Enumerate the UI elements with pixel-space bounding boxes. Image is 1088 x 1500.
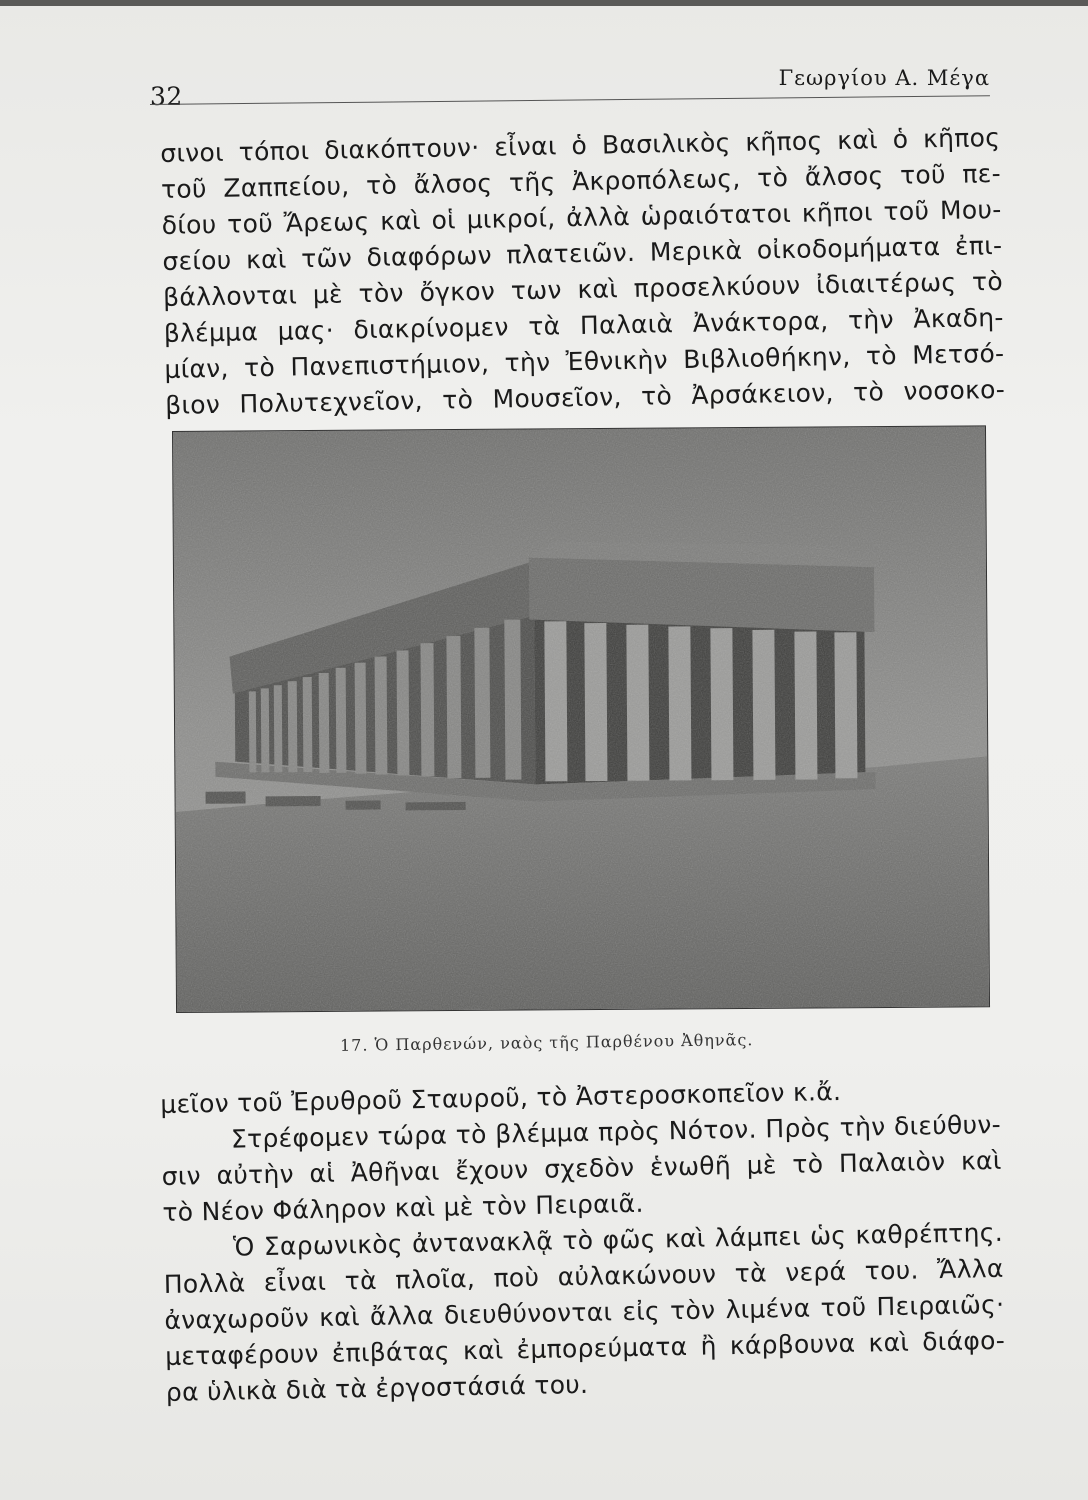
page-header — [150, 64, 990, 111]
text-line: Ὁ Σαρωνικὸς ἀντανακλᾷ τὸ φῶς καὶ λάμπει ὡς καθρέπτης. — [232, 1217, 1004, 1262]
text-line: σείου καὶ τῶν διαφόρων πλατειῶν. Μερικὰ οἰκοδομήματα ἐπι- — [162, 230, 1003, 276]
parthenon-photograph — [173, 426, 989, 1012]
text-line: Στρέφομεν τώρα τὸ βλέμμα πρὸς Νότον. Πρὸς τὴν διεύθυν- — [230, 1109, 1002, 1154]
text-line: μίαν, τὸ Πανεπιστήμιον, τὴν Ἐθνικὴν Βιβλιοθήκην, τὸ Μετσό- — [164, 338, 1005, 384]
scan-edge — [0, 0, 1088, 6]
text-line: δίου τοῦ Ἄρεως καὶ οἱ μικροί, ἀλλὰ ὡραιότατοι κῆποι τοῦ Μου- — [161, 194, 1002, 240]
header-rule — [150, 95, 990, 105]
text-line: βάλλονται μὲ τὸν ὄγκον των καὶ προσελκύουν ἰδιαιτέρως τὸ — [162, 266, 1004, 312]
text-line: Πολλὰ εἶναι τὰ πλοῖα, ποὺ αὐλακώνουν τὰ νερά του. Ἄλλα — [163, 1253, 1004, 1299]
text-line: ἀναχωροῦν καὶ ἄλλα διευθύνονται εἰς τὸν λιμένα τοῦ Πειραιῶς· — [164, 1289, 1005, 1335]
text-line: μεῖον τοῦ Ἐρυθροῦ Σταυροῦ, τὸ Ἀστεροσκοπεῖον κ.ἄ. — [160, 1076, 842, 1119]
text-line: μεταφέρουν ἐπιβάτας καὶ ἐμπορεύματα ἢ κάρβουνα καὶ διάφο- — [164, 1325, 1006, 1371]
paragraph-bottom — [160, 1071, 1006, 1411]
text-line: τὸ Νέον Φάληρον καὶ μὲ τὸν Πειραιᾶ. — [162, 1188, 644, 1227]
paragraph-top — [160, 120, 1005, 424]
text-line: βλέμμα μας· διακρίνομεν τὰ Παλαιὰ Ἀνάκτορα, τὴν Ἀκαδη- — [163, 302, 1004, 348]
figure-caption: 17. Ὁ Παρθενών, ναὸς τῆς Παρθένου Ἀθηνᾶς. — [339, 1030, 754, 1055]
text-line: ρα ὑλικὰ διὰ τὰ ἐργοστάσιά του. — [165, 1369, 589, 1407]
page-number: 32 — [150, 82, 183, 111]
text-line: σιν αὐτὴν αἱ Ἀθῆναι ἔχουν σχεδὸν ἑνωθῆ μὲ τὸ Παλαιὸν καὶ — [161, 1145, 1002, 1191]
text-line: σινοι τόποι διακόπτουν· εἶναι ὁ Βασιλικὸς κῆπος καὶ ὁ κῆπος — [160, 122, 1001, 168]
text-line: τοῦ Ζαππείου, τὸ ἄλσος τῆς Ἀκροπόλεως, τὸ ἄλσος τοῦ πε- — [160, 158, 1002, 204]
text-line: βιον Πολυτεχνεῖον, τὸ Μουσεῖον, τὸ Ἀρσάκειον, τὸ νοσοκο- — [164, 374, 1006, 420]
running-head: Γεωργίου Α. Μέγα — [778, 66, 990, 90]
